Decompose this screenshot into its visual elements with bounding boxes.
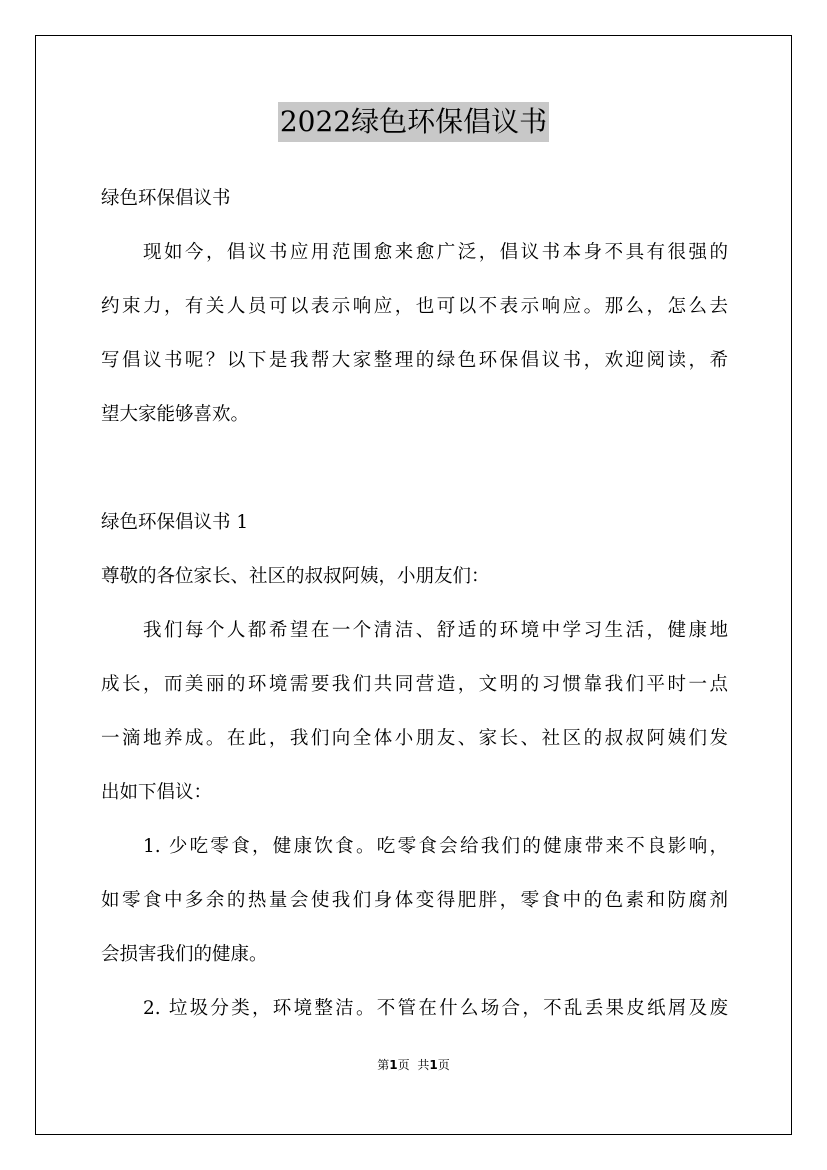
section-heading: 绿色环保倡议书 1 [101, 512, 249, 533]
item1-line-1: 1. 少吃零食，健康饮食。吃零食会给我们的健康带来不良影响， [143, 836, 728, 857]
document-title: 2022绿色环保倡议书 [278, 102, 549, 142]
total-prefix: 共 [417, 1058, 430, 1072]
para1-line-3: 一滴地养成。在此，我们向全体小朋友、家长、社区的叔叔阿姨们发 [101, 728, 728, 749]
title-area [0, 102, 827, 142]
item1-line-3: 会损害我们的健康。 [101, 944, 268, 965]
intro-line-4: 望大家能够喜欢。 [101, 404, 250, 425]
total-pages: 1 [429, 1058, 438, 1072]
page-suffix: 页 [397, 1058, 410, 1072]
page-prefix: 第 [377, 1058, 390, 1072]
intro-line-1: 现如今，倡议书应用范围愈来愈广泛，倡议书本身不具有很强的 [143, 242, 728, 263]
intro-line-2: 约束力，有关人员可以表示响应，也可以不表示响应。那么，怎么去 [101, 296, 728, 317]
document-body [101, 172, 728, 1036]
item2-line-1: 2. 垃圾分类，环境整洁。不管在什么场合，不乱丢果皮纸屑及废 [143, 998, 728, 1019]
para1-line-4: 出如下倡议： [101, 782, 213, 803]
paragraph-gap [101, 442, 728, 496]
para1-line-1: 我们每个人都希望在一个清洁、舒适的环境中学习生活，健康地 [143, 620, 728, 641]
intro-line-3: 写倡议书呢？以下是我帮大家整理的绿色环保倡议书，欢迎阅读，希 [101, 350, 728, 371]
salutation: 尊敬的各位家长、社区的叔叔阿姨，小朋友们： [101, 566, 490, 587]
page-footer [0, 1056, 827, 1073]
total-suffix: 页 [437, 1058, 450, 1072]
document-subtitle: 绿色环保倡议书 [101, 188, 231, 209]
para1-line-2: 成长，而美丽的环境需要我们共同营造，文明的习惯靠我们平时一点 [101, 674, 728, 695]
item1-line-2: 如零食中多余的热量会使我们身体变得肥胖，零食中的色素和防腐剂 [101, 890, 728, 911]
page-number: 1 [389, 1058, 398, 1072]
